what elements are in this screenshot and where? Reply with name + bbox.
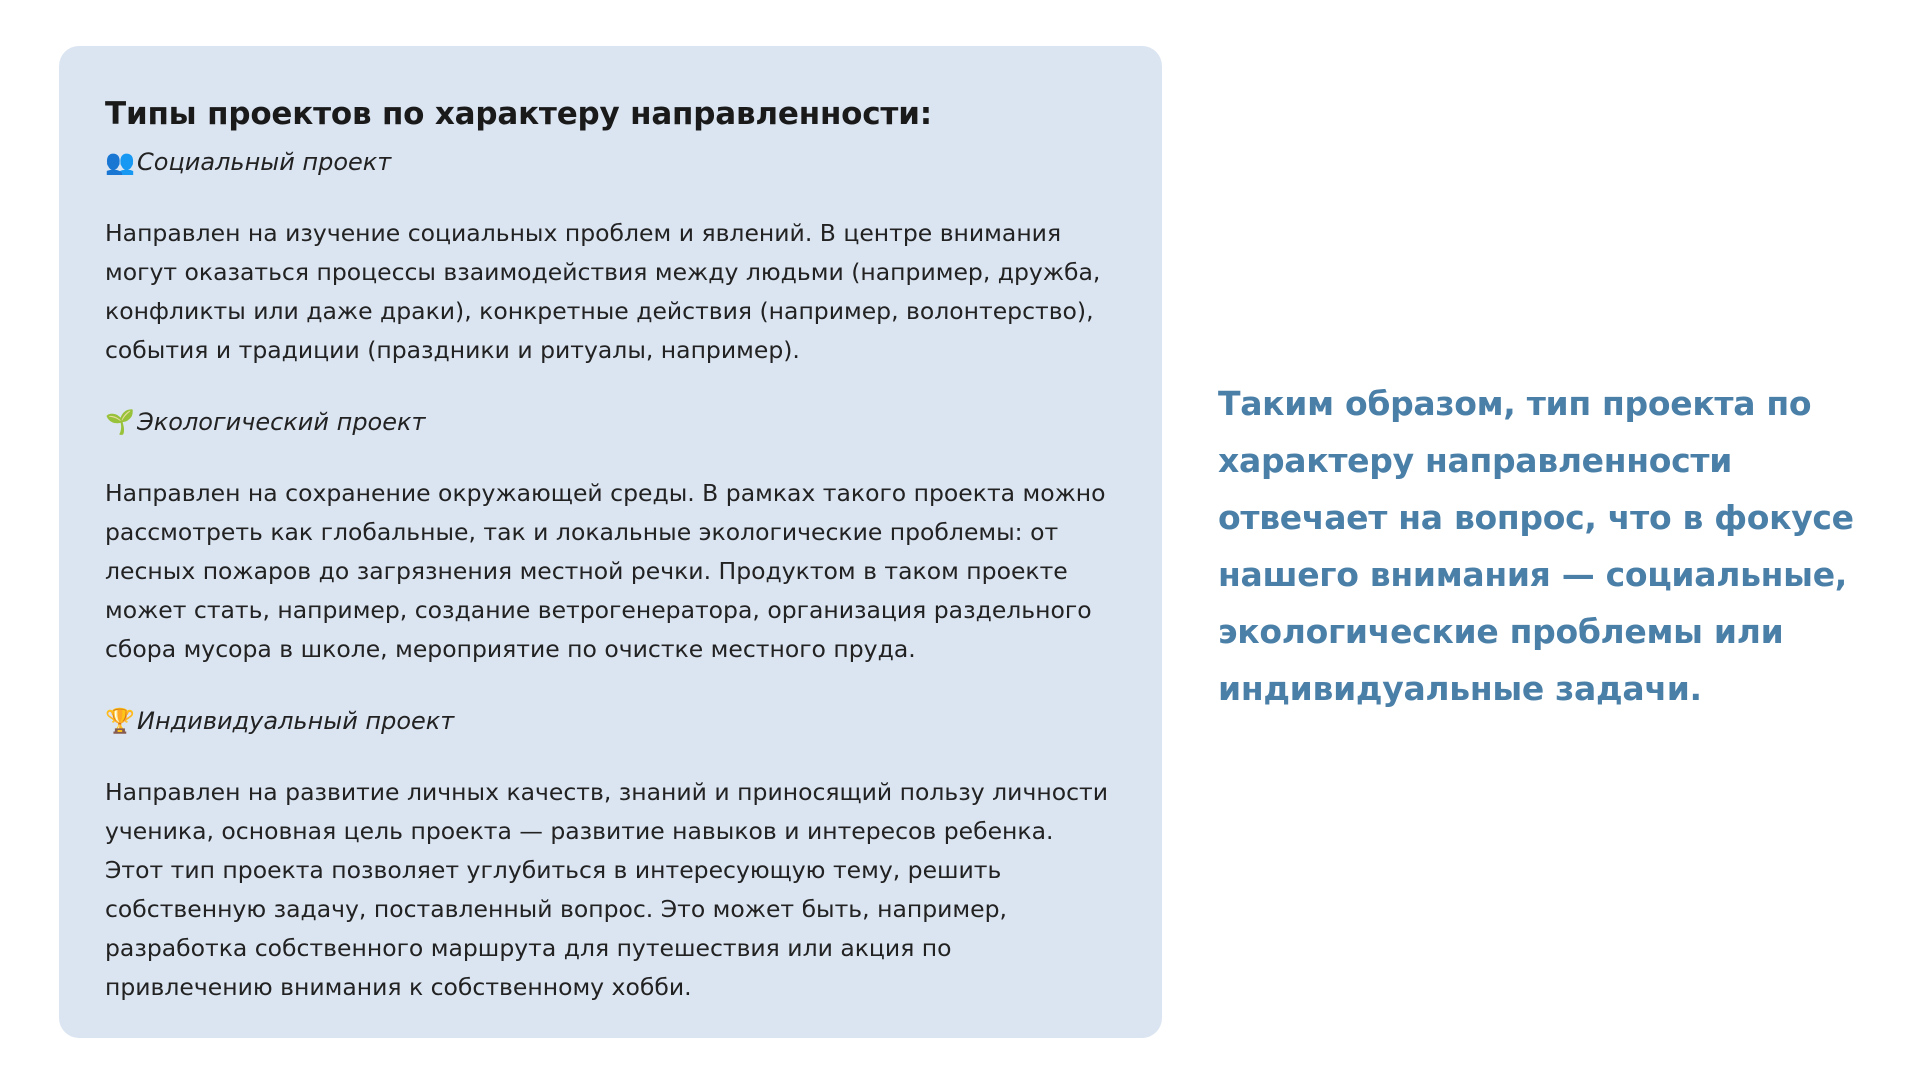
section-heading-social [105,146,1116,178]
summary-text: Таким образом, тип проекта по характеру направленности отвечает на вопрос, что в фокусе нашего внимания — социальные, экологические проблемы или индивидуальные задачи. [1218,384,1854,708]
project-types-card [59,46,1162,1038]
trophy-icon: 🏆 [105,707,135,735]
seedling-icon: 🌱 [105,408,135,436]
section-heading-label: Экологический проект [137,408,426,436]
section-heading-ecological [105,406,1116,438]
section-body-ecological: Направлен на сохранение окружающей среды. В рамках такого проекта можно рассмотреть как глобальные, так и локальные экологические проблемы: от лесных пожаров до загрязнения местной речки. Продуктом в таком проекте может стать, например, создание ветрогенератора, организация раздельного сбора мусора в школе, мероприятие по очистке местного пруда. [105,479,1106,663]
people-icon: 👥 [105,148,135,176]
card-title: Типы проектов по характеру направленности: [105,96,932,132]
section-heading-label: Индивидуальный проект [137,707,455,735]
section-heading-label: Социальный проект [137,148,392,176]
section-body-social: Направлен на изучение социальных проблем и явлений. В центре внимания могут оказаться процессы взаимодействия между людьми (например, дружба, конфликты или даже драки), конкретные действия (например, волонтерство), события и традиции (праздники и ритуалы, например). [105,219,1101,364]
section-heading-individual [105,705,1116,737]
section-body-individual: Направлен на развитие личных качеств, знаний и приносящий пользу личности ученика, основная цель проекта — развитие навыков и интересов ребенка. Этот тип проекта позволяет углубиться в интересующую тему, решить собственную задачу, поставленный вопрос. Это может быть, например, разработка собственного маршрута для путешествия или акция по привлечению внимания к собственному хобби. [105,778,1108,1001]
